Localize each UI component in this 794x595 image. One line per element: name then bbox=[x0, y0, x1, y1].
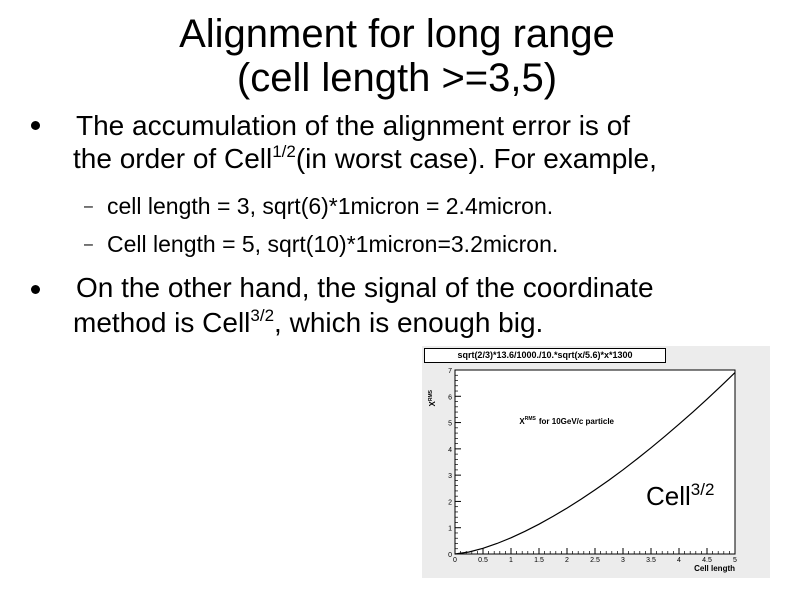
bullet-2-line2 bbox=[73, 306, 543, 340]
cell-power-label bbox=[646, 480, 714, 512]
sub-item-2: Cell length = 5, sqrt(10)*1micron=3.2micron. bbox=[107, 231, 559, 257]
x-tick-label: 2 bbox=[565, 557, 569, 564]
y-axis-title-sup: RMS bbox=[428, 390, 434, 402]
x-tick-label: 4 bbox=[677, 557, 681, 564]
x-tick-label: 1.5 bbox=[534, 557, 544, 564]
y-tick-label: 2 bbox=[448, 499, 452, 507]
x-axis-title: Cell length bbox=[694, 564, 735, 573]
bullet-2-dot-icon bbox=[31, 285, 40, 294]
x-tick-label: 3 bbox=[621, 557, 625, 564]
x-tick-label: 0.5 bbox=[478, 557, 488, 564]
slide-title-line1: Alignment for long range bbox=[179, 12, 615, 56]
sub-item-1: cell length = 3, sqrt(6)*1micron = 2.4micron. bbox=[107, 193, 554, 219]
bullet-2-line1: On the other hand, the signal of the coordinate bbox=[76, 272, 654, 303]
x-tick-label: 4.5 bbox=[702, 557, 712, 564]
sub-item-1-dash-icon: – bbox=[84, 198, 93, 215]
bullet-2-line2-pre: method is Cell bbox=[73, 307, 251, 338]
y-tick-label: 3 bbox=[448, 473, 452, 481]
y-tick-label: 4 bbox=[448, 446, 452, 454]
bullet-1-line2-pre: the order of Cell bbox=[73, 143, 273, 174]
y-tick-label: 5 bbox=[448, 420, 452, 428]
y-tick-label: 1 bbox=[448, 525, 452, 533]
plot-frame bbox=[455, 370, 735, 554]
plot-panel bbox=[422, 346, 770, 578]
x-tick-label: 2.5 bbox=[590, 557, 600, 564]
bullet-1-line2-post: (in worst case). For example, bbox=[295, 143, 657, 174]
sub-item-2-dash-icon: – bbox=[84, 236, 93, 253]
bullet-2-line2-post: , which is enough big. bbox=[274, 307, 544, 338]
x-tick-label: 1 bbox=[509, 557, 513, 564]
bullet-1-exponent: 1/2 bbox=[272, 142, 296, 161]
plot-annotation: $X^{RMS}$ for 10GeV/c particle bbox=[519, 415, 615, 426]
plot-annotation-sup: RMS bbox=[524, 415, 536, 422]
bullet-2-exponent: 3/2 bbox=[250, 306, 275, 325]
cell-power-label-exponent: 3/2 bbox=[690, 480, 715, 499]
bullet-1-line1: The accumulation of the alignment error is of bbox=[76, 110, 631, 141]
bullet-1-dot-icon bbox=[31, 121, 40, 130]
bullet-1-line2 bbox=[73, 142, 657, 176]
plot-canvas bbox=[422, 346, 770, 578]
y-tick-label: 7 bbox=[448, 368, 452, 375]
cell-power-label-base: Cell bbox=[646, 481, 691, 511]
y-tick-label: 6 bbox=[448, 394, 452, 402]
y-axis-title: $X^{RMS}$ bbox=[428, 390, 437, 407]
y-tick-label: 0 bbox=[448, 552, 452, 559]
slide-title bbox=[0, 12, 794, 100]
plot-annotation-rest: for 10GeV/c particle bbox=[538, 416, 615, 426]
x-tick-label: 5 bbox=[733, 557, 737, 564]
slide-title-line2: (cell length >=3,5) bbox=[236, 56, 558, 100]
x-tick-label: 3.5 bbox=[646, 557, 656, 564]
plot-title: sqrt(2/3)*13.6/1000./10.*sqrt(x/5.6)*x*1300 bbox=[424, 348, 666, 363]
x-tick-label: 0 bbox=[453, 557, 457, 564]
